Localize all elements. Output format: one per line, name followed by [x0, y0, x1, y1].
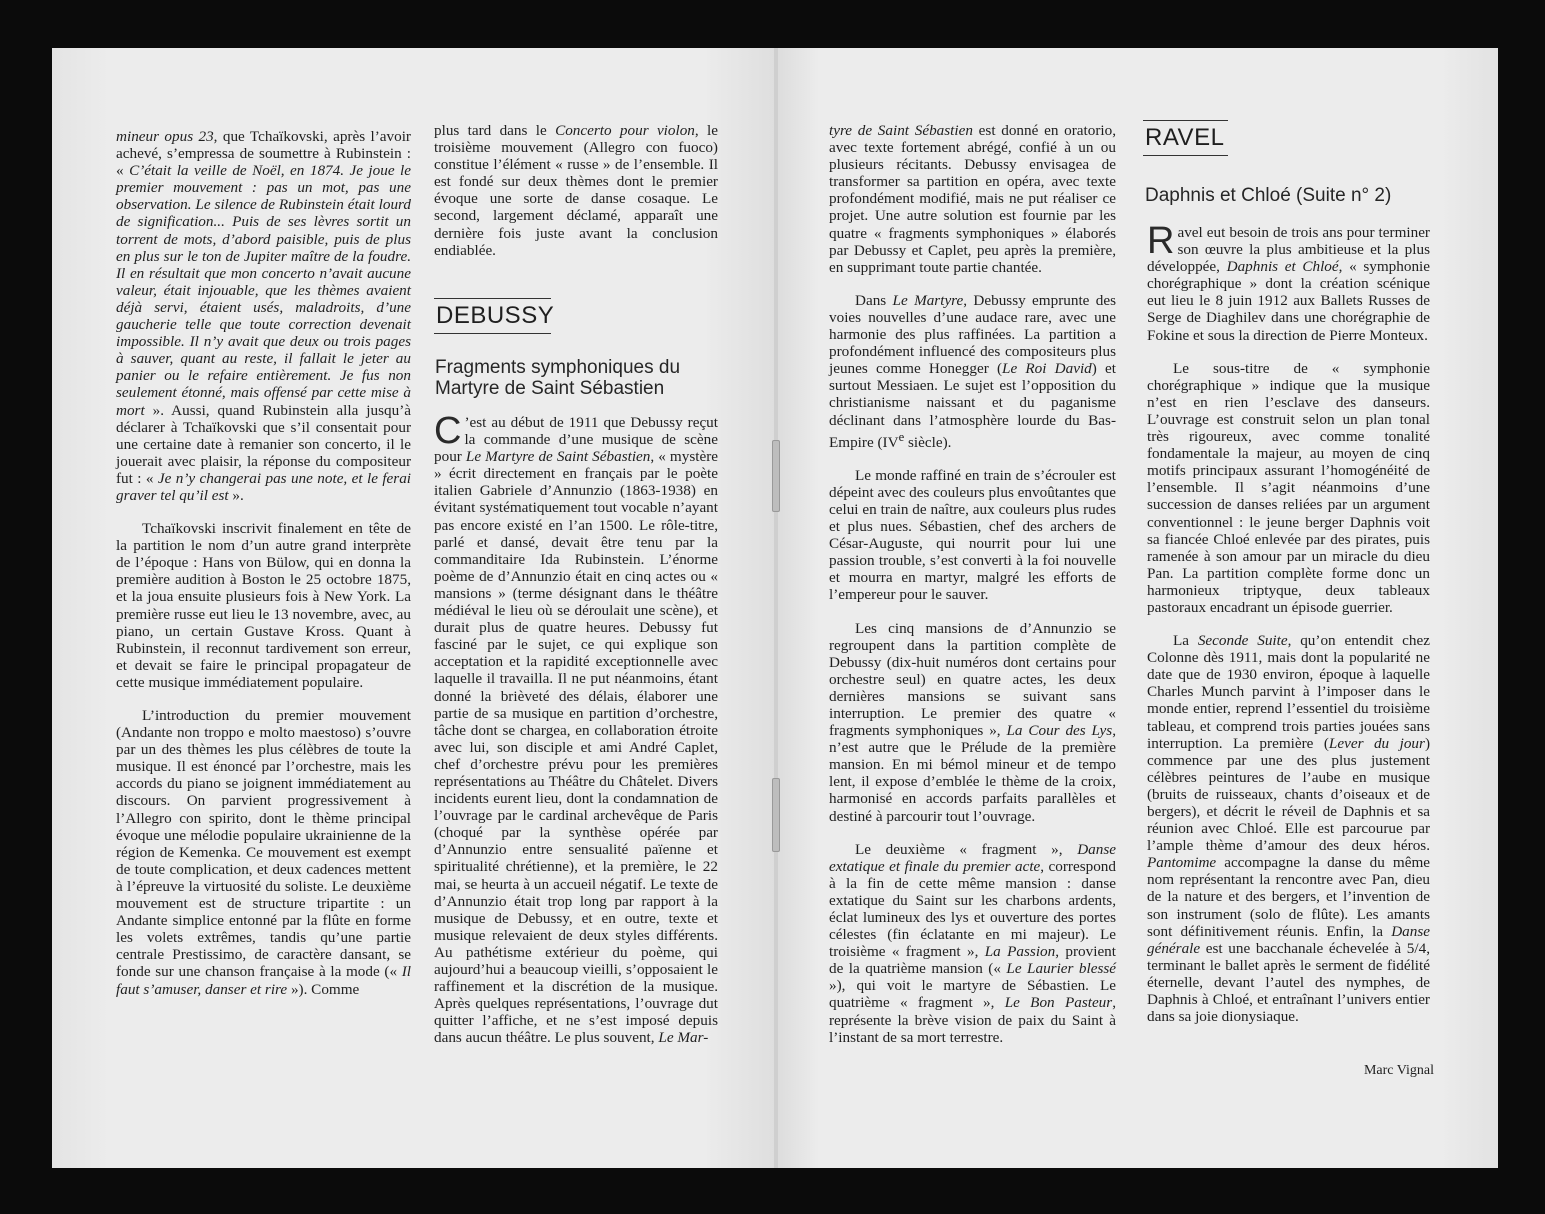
ravel-paragraph-3: La Seconde Suite, qu’on entendit chez Colonne dès 1911, mais dont la popularité ne date que de 1930 environ, époque à laquelle Charles Munch parvint à l’imposer dans le monde entier, reprend l’essentiel du troisième tableau, et comprend trois parties jouées sans interruption. La première (Lever du jour) commence par une des plus justement célèbres peintures de l’aube en musique (bruits de ruisseaux, chants d’oiseaux et de bergers), et décrit le réveil de Daphnis et sa réunion avec Chloé. Elle est parcourue par l’ample thème d’amour des deux héros. Pantomime accompagne la danse du même nom représentant la rencontre avec Pan, dieu de la nature et des bergers, et l’invention de son instrument (solo de flûte). Les amants sont définitivement réunis. Enfin, la Danse générale est une bacchanale échevelée à 5/4, terminant le ballet après le serment de fidélité éternelle, devant l’autel des nymphes, de Daphnis à Chloé, et entraînant l’univers entier dans sa joie dionysiaque.: [1147, 632, 1430, 1026]
left-column-1: [116, 128, 411, 998]
debussy-paragraph-1: [434, 410, 719, 1047]
debussy-paragraph-5: Les cinq mansions de d’Annunzio se regroupent dans la partition complète de Debussy (dix-huit numéros dont certains pour orchestre seul) en quatre actes, les deux dernières mansions se suivant sans interruption. Le premier des quatre « fragments symphoniques », La Cour des Lys, n’est autre que le Prélude de la première mansion. En mi bémol mineur et de tempo lent, il expose d’emblée le thème de la croix, harmonisé en accords parfaits parallèles et destiné à parcourir tout l’ouvrage.: [829, 619, 1116, 825]
tchaikovski-paragraph-2: Tchaïkovski inscrivit finalement en tête de la partition le nom d’un autre grand interprète de l’époque : Hans von Bülow, qui en donna la première audition à Boston le 25 octobre 1875, et la joua ensuite plusieurs fois à New York. La première russe eut lieu le 13 novembre, avec, au piano, un certain Gustave Kross. Quant à Rubinstein, il reconnut tardivement son erreur, et devait se faire le principal propagateur de cette musique immédiatement populaire.: [116, 520, 411, 691]
ravel-paragraph-text: avel eut besoin de trois ans pour terminer son œuvre la plus ambitieuse et la plus développée, Daphnis et Chloé, « symphonie chorégraphique » dont la création scénique eut lieu le 8 juin 1912 aux Ballets Russes de Serge de Diaghilev dans une chorégraphie de Fokine et sous la direction de Pierre Monteux.: [1147, 224, 1430, 344]
staple-bottom: [772, 778, 780, 852]
staple-top: [772, 440, 780, 512]
right-column-2: [1147, 220, 1430, 1026]
debussy-dropcap: C: [434, 410, 462, 452]
tchaikovski-paragraph-1: mineur opus 23, que Tchaïkovski, après l’avoir achevé, s’empressa de soumettre à Rubinstein : « C’était la veille de Noël, en 1874. Je joue le premier mouvement : pas un mot, pas une observation. Le silence de Rubinstein était lourd de signification... Puis de ses lèvres sortit un torrent de mots, d’abord paisible, puis de plus en plus sur le ton de Jupiter maître de la foudre. Il en résultait que mon concerto n’avait aucune valeur, était injouable, que les thèmes avaient déjà servi, étaient usés, maladroits, d’une gaucherie telle que toute correction devenait impossible. Il n’y avait que deux ou trois pages à sauver, quant au reste, il fallait le jeter au panier ou le refaire entièrement. Je fus non seulement étonné, mais offensé par cette mise à mort ». Aussi, quand Rubinstein alla jusqu’à déclarer à Tchaïkovski que s’il consentait pour une certaine date à remanier son concerto, il le jouerait avec plaisir, la réponse du compositeur fut : « Je n’y changerai pas une note, et le ferai graver tel qu’il est ».: [116, 128, 412, 504]
ravel-paragraph-2: Le sous-titre de « symphonie chorégraphique » indique que la musique n’est en rien l’esclave des danseurs. L’ouvrage est construit selon un plan tonal très rigoureux, avec comme tonalité fondamentale la majeur, au moyen de cinq motifs principaux assurant l’homogénéité de l’ensemble. Il s’agit néanmoins d’une succession de danses reliées par un argument conventionnel : le jeune berger Daphnis voit sa fiancée Chloé enlevée par des pirates, puis ramenée à son amour par un miracle du dieu Pan. La partition complète forme donc un harmonieux triptyque, deux tableaux pastoraux encadrant un épisode guerrier.: [1147, 359, 1430, 616]
debussy-paragraph-6: Le deuxième « fragment », Danse extatique et finale du premier acte, correspond à la fin de cette même mansion : danse extatique du Saint sur les charbons ardents, éclat lumineux des lys et ouverture des portes célestes (fin éclatante en mi majeur). Le troisième « fragment », La Passion, provient de la quatrième mansion (« Le Laurier blessé »), qui voit le martyre de Sébastien. Le quatrième « fragment », Le Bon Pasteur, représente la brève vision de paix du Saint à l’instant de sa mort terrestre.: [829, 840, 1117, 1046]
left-column-2: [434, 122, 718, 259]
debussy-subtitle: Fragments symphoniques du Martyre de Saint Sébastien: [435, 357, 681, 399]
ravel-dropcap: R: [1147, 220, 1175, 262]
debussy-paragraph-3: Dans Le Martyre, Debussy emprunte des voies nouvelles d’une audace rare, avec une harmonie des plus raffinées. La partition a profondément influencé des compositeurs plus jeunes comme Honegger (Le Roi David) et surtout Messiaen. Le sujet est l’opposition du christianisme naissant et du paganisme déclinant dans l’atmosphère lourde du Bas-Empire (IVe siècle).: [829, 291, 1116, 451]
page-fold: [774, 48, 778, 1168]
ravel-paragraph-1: [1147, 220, 1430, 344]
right-column-1: [829, 122, 1116, 1046]
author-signature: Marc Vignal: [1363, 1063, 1434, 1078]
debussy-heading: DEBUSSY: [434, 298, 551, 334]
debussy-paragraph-4: Le monde raffiné en train de s’écrouler est dépeint avec des couleurs plus envoûtantes que celui en train de naître, aux couleurs plus rudes et plus nues. Sébastien, chef des archers de César-Auguste, qui nourrit pour lui une passion trouble, s’est converti à la foi nouvelle et mourra en martyr, malgré les efforts de l’empereur pour le sauver.: [829, 466, 1116, 604]
debussy-text-column: [434, 410, 719, 1047]
debussy-paragraph-text: ’est au début de 1911 que Debussy reçut la commande d’une musique de scène pour Le Martyre de Saint Sébastien, « mystère » écrit directement en français par le poète italien Gabriele d’Annunzio (1863-1938) en évitant systématiquement tout vocable n’ayant pas encore existé en l’an 1500. Le rôle-titre, parlé et dansé, devait être tenu par la commanditaire Ida Rubinstein. L’énorme poème de d’Annunzio était en cinq actes ou « mansions » (terme désignant dans le théâtre médiéval le lieu où se déroulait une scène), et durait plus de quatre heures. Debussy fut fasciné par le sujet, ce qui explique son acceptation et la rapidité exceptionnelle avec laquelle il travailla. Il ne put néanmoins, étant donné la brièveté des délais, élaborer une partie de sa musique en partition d’orchestre, tâche dont se chargea, en collaboration étroite avec lui, son disciple et ami André Caplet, chef d’orchestre prévu pour les premières représentations au Théâtre du Châtelet. Divers incidents eurent lieu, dont la condamnation de l’ouvrage par le cardinal archevêque de Paris (choqué par la synthèse opérée par d’Annunzio entre sensualité païenne et spiritualité chrétienne), et la première, le 22 mai, se heurta à un accueil négatif. Le texte de d’Annunzio était trop long par rapport à la musique de Debussy, et en outre, texte et musique relevaient de deux styles différents. Au pathétisme extérieur du poème, qui aujourd’hui a beaucoup vieilli, s’opposaient le raffinement et la discrétion de la musique. Après quelques représentations, l’ouvrage dut quitter l’affiche, et ne s’est imposé depuis dans aucun théâtre. Le plus souvent, Le Mar-: [434, 414, 719, 1047]
tchaikovski-paragraph-4: plus tard dans le Concerto pour violon, le troisième mouvement (Allegro con fuoco) constitue l’élément « russe » de l’ensemble. Il est fondé sur deux thèmes dont le premier évoque une sorte de danse cosaque. Le second, largement déclamé, apparaît une dernière fois juste avant la conclusion endiablée.: [434, 122, 718, 259]
debussy-paragraph-2: tyre de Saint Sébastien est donné en oratorio, avec texte fortement abrégé, confié à un ou plusieurs récitants. Debussy envisagea de transformer sa partition en opéra, avec texte profondément modifié, mais ne put réaliser ce projet. Une autre solution est fournie par les quatre « fragments symphoniques » élaborés par Debussy et Caplet, peu après la première, en supprimant toute partie chantée.: [829, 122, 1116, 276]
tchaikovski-paragraph-3: L’introduction du premier mouvement (Andante non troppo e molto maestoso) s’ouvre par un des thèmes les plus célèbres de toute la musique. Il est énoncé par l’orchestre, mais les accords du piano se joignent immédiatement au discours. On parvient progressivement à l’Allegro con spirito, dont le thème principal évoque une mélodie populaire ukrainienne de la région de Kemenka. Ce mouvement est exempt de toute complication, et deux cadences mettent à l’épreuve la virtuosité du soliste. Le deuxième mouvement est de structure tripartite : un Andante simplice entonné par la flûte en forme les volets extrêmes, tandis qu’une partie centrale Prestissimo, de caractère dansant, se fonde sur une chanson française à la mode (« Il faut s’amuser, danser et rire »). Comme: [116, 707, 411, 998]
ravel-subtitle: Daphnis et Chloé (Suite n° 2): [1145, 185, 1392, 206]
ravel-heading: RAVEL: [1143, 120, 1228, 156]
